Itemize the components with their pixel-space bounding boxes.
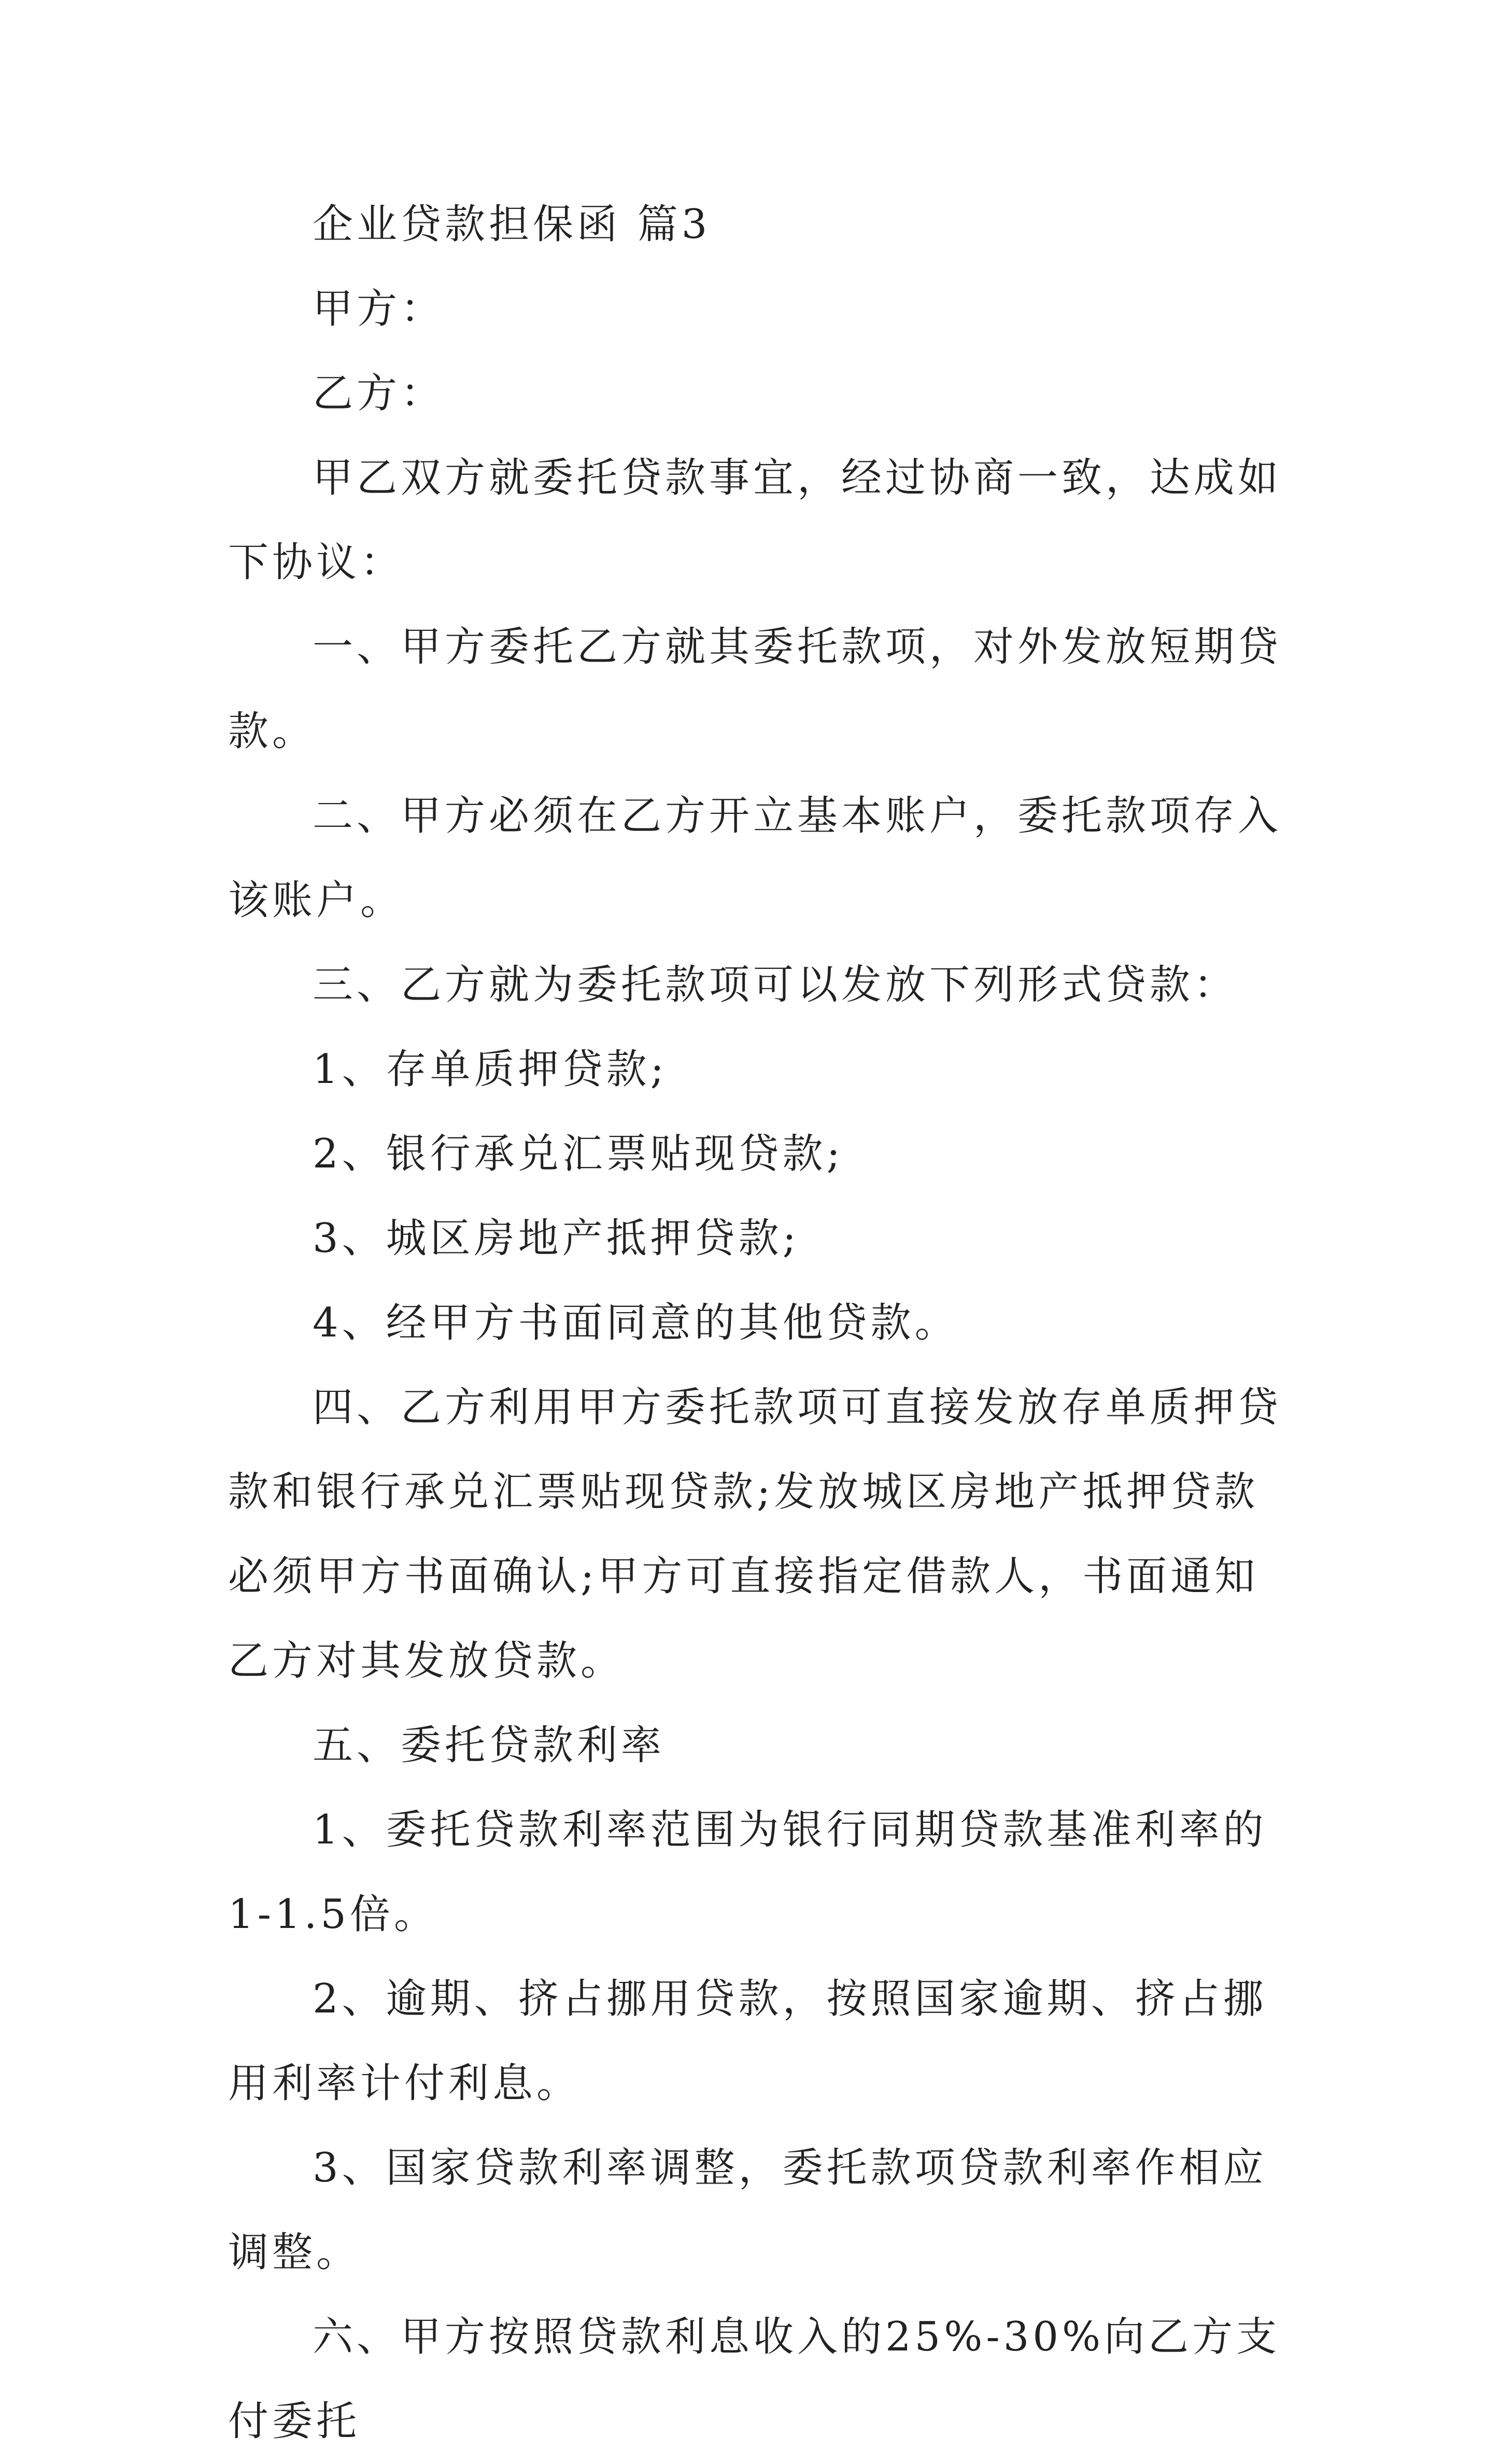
paragraph-clause-3-item-2: 2、银行承兑汇票贴现贷款;	[313, 1131, 844, 1177]
paragraph-clause-3: 三、乙方就为委托款项可以发放下列形式贷款：	[313, 962, 1238, 1008]
paragraph-clause-5-item-2: 2、逾期、挤占挪用贷款，按照国家逾期、挤占挪用利率计付利息。	[228, 1976, 1267, 2107]
paragraph-clause-3-item-1: 1、存单质押贷款;	[313, 1046, 668, 1093]
paragraph-clause-4: 四、乙方利用甲方委托款项可直接发放存单质押贷款和银行承兑汇票贴现贷款;发放城区房地产抵押贷款必须甲方书面确认;甲方可直接指定借款人，书面通知乙方对其发放贷款。	[228, 1384, 1282, 1684]
paragraph-clause-1: 一、甲方委托乙方就其委托款项，对外发放短期贷款。	[228, 624, 1282, 755]
paragraph-clause-5-item-1: 1、委托贷款利率范围为银行同期贷款基准利率的1-1.5倍。	[228, 1807, 1267, 1938]
paragraph-clause-5-item-3: 3、国家贷款利率调整，委托款项贷款利率作相应调整。	[228, 2145, 1267, 2276]
paragraph-party-a: 甲方：	[313, 286, 445, 332]
paragraph-clause-5: 五、委托贷款利率	[313, 1722, 666, 1769]
document-title: 企业贷款担保函 篇3	[313, 201, 711, 248]
paragraph-clause-2: 二、甲方必须在乙方开立基本账户，委托款项存入该账户。	[228, 793, 1282, 924]
paragraph-agreement-intro: 甲乙双方就委托贷款事宜，经过协商一致，达成如下协议：	[228, 455, 1282, 586]
paragraph-clause-6: 六、甲方按照贷款利息收入的25%-30%向乙方支付委托	[228, 2314, 1281, 2445]
paragraph-clause-3-item-3: 3、城区房地产抵押贷款;	[313, 1215, 800, 1262]
paragraph-party-b: 乙方：	[313, 370, 445, 417]
paragraph-clause-3-item-4: 4、经甲方书面同意的其他贷款。	[313, 1300, 959, 1346]
